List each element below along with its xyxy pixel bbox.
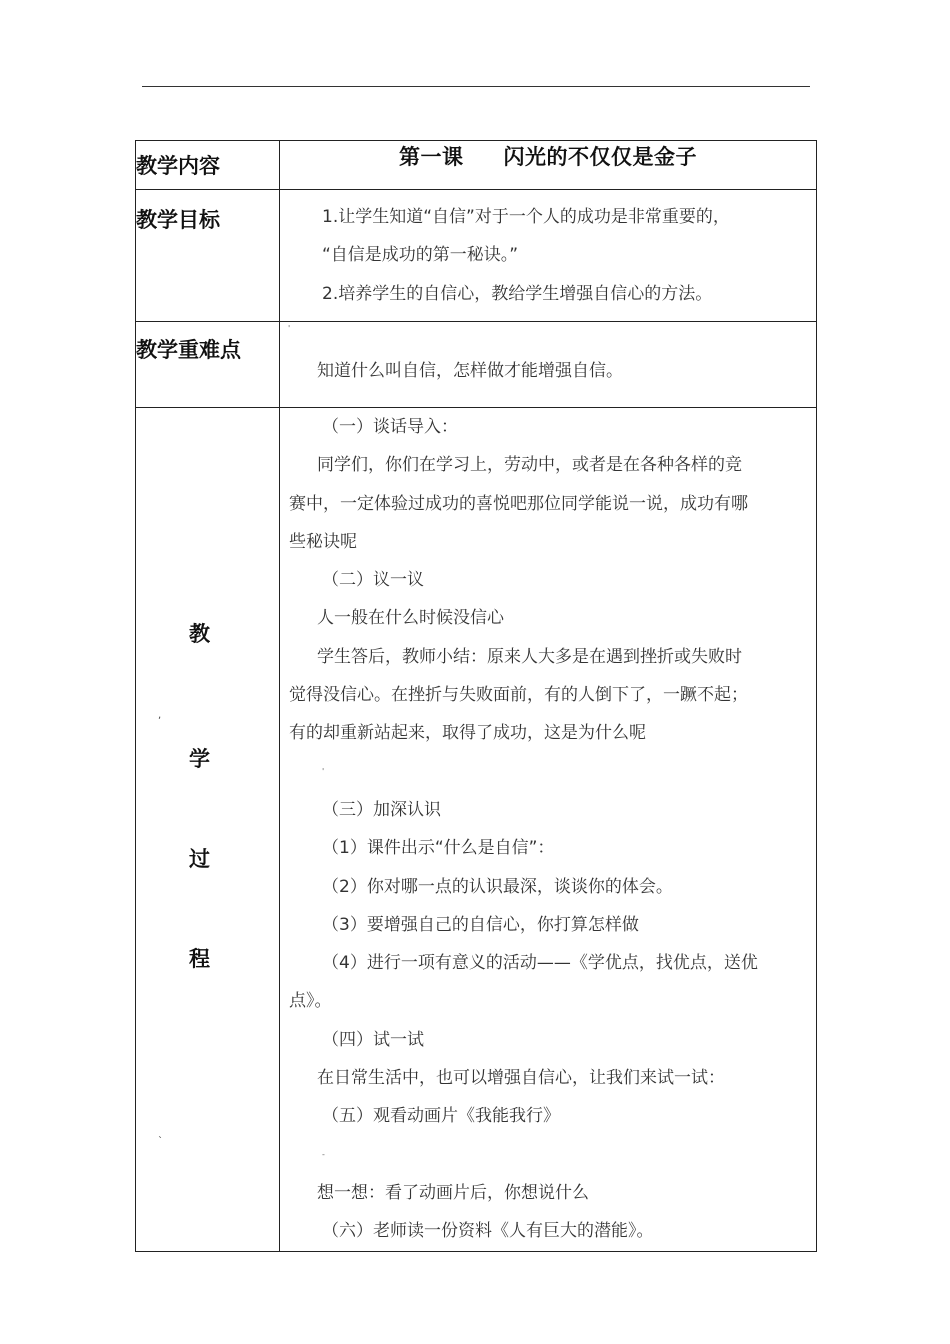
process-line: （2）你对哪一点的认识最深，谈谈你的体会。: [322, 876, 673, 897]
process-char: 教: [189, 622, 210, 646]
process-line: （二）议一议: [322, 570, 424, 591]
process-line: （一）谈话导入：: [322, 417, 458, 437]
process-line: 想一想：看了动画片后，你想说什么: [317, 1182, 589, 1203]
process-line: 点》。: [289, 991, 332, 1012]
row-key-difficulties: [136, 322, 817, 408]
process-char: 过: [189, 847, 210, 871]
stray-mark: ,: [158, 710, 162, 721]
stray-mark: `: [158, 1136, 163, 1147]
difficulty-line: 知道什么叫自信，怎样做才能增强自信。: [317, 361, 623, 382]
goal-line: 1.让学生知道“自信”对于一个人的成功是非常重要的，: [322, 207, 730, 227]
goal-line: “自信是成功的第一秘诀。”: [322, 245, 519, 266]
process-line: （4）进行一项有意义的活动——《学优点，找优点，送优: [322, 953, 758, 974]
process-line: 有的却重新站起来，取得了成功，这是为什么呢: [289, 723, 646, 744]
lesson-number: 第一课: [399, 145, 464, 169]
label-teaching-process: [136, 408, 280, 1252]
process-line: （三）加深认识: [322, 799, 441, 820]
process-char: 程: [189, 947, 210, 971]
lesson-plan-table: [135, 140, 817, 1252]
process-line: （五）观看动画片《我能我行》: [322, 1106, 560, 1127]
label-teaching-goals: 教学目标: [136, 190, 280, 322]
stray-mark: -: [322, 1149, 325, 1159]
goals-cell: [280, 190, 817, 322]
process-line: 人一般在什么时候没信心: [317, 608, 504, 629]
header-rule: [142, 86, 810, 87]
process-line: 学生答后，教师小结：原来人大多是在遇到挫折或失败时: [317, 646, 742, 667]
process-line: 在日常生活中，也可以增强自信心，让我们来试一试：: [317, 1068, 725, 1089]
stray-mark: ': [322, 766, 325, 776]
process-line: （1）课件出示“什么是自信”：: [322, 838, 555, 859]
lesson-name: 闪光的不仅仅是金子: [503, 145, 697, 169]
process-line: 些秘诀呢: [289, 531, 357, 552]
row-teaching-process: [136, 408, 817, 1252]
label-teaching-content: 教学内容: [136, 141, 280, 190]
process-line: （四）试一试: [322, 1029, 424, 1050]
label-key-difficulties: 教学重难点: [136, 322, 280, 408]
process-line: 同学们，你们在学习上，劳动中，或者是在各种各样的竞: [317, 455, 742, 476]
stray-mark: ': [288, 324, 291, 333]
lesson-title: [280, 141, 817, 190]
row-teaching-goals: [136, 190, 817, 322]
process-line: 赛中，一定体验过成功的喜悦吧那位同学能说一说，成功有哪: [289, 493, 748, 514]
process-cell: [280, 408, 817, 1252]
goal-line: 2.培养学生的自信心，教给学生增强自信心的方法。: [322, 283, 713, 304]
row-teaching-content: [136, 141, 817, 190]
process-line: （六）老师读一份资料《人有巨大的潜能》。: [322, 1221, 654, 1242]
process-line: 觉得没信心。在挫折与失败面前，有的人倒下了，一蹶不起；: [289, 685, 748, 706]
process-char: 学: [189, 747, 210, 771]
difficulties-cell: [280, 322, 817, 408]
process-line: （3）要增强自己的自信心，你打算怎样做: [322, 914, 639, 935]
